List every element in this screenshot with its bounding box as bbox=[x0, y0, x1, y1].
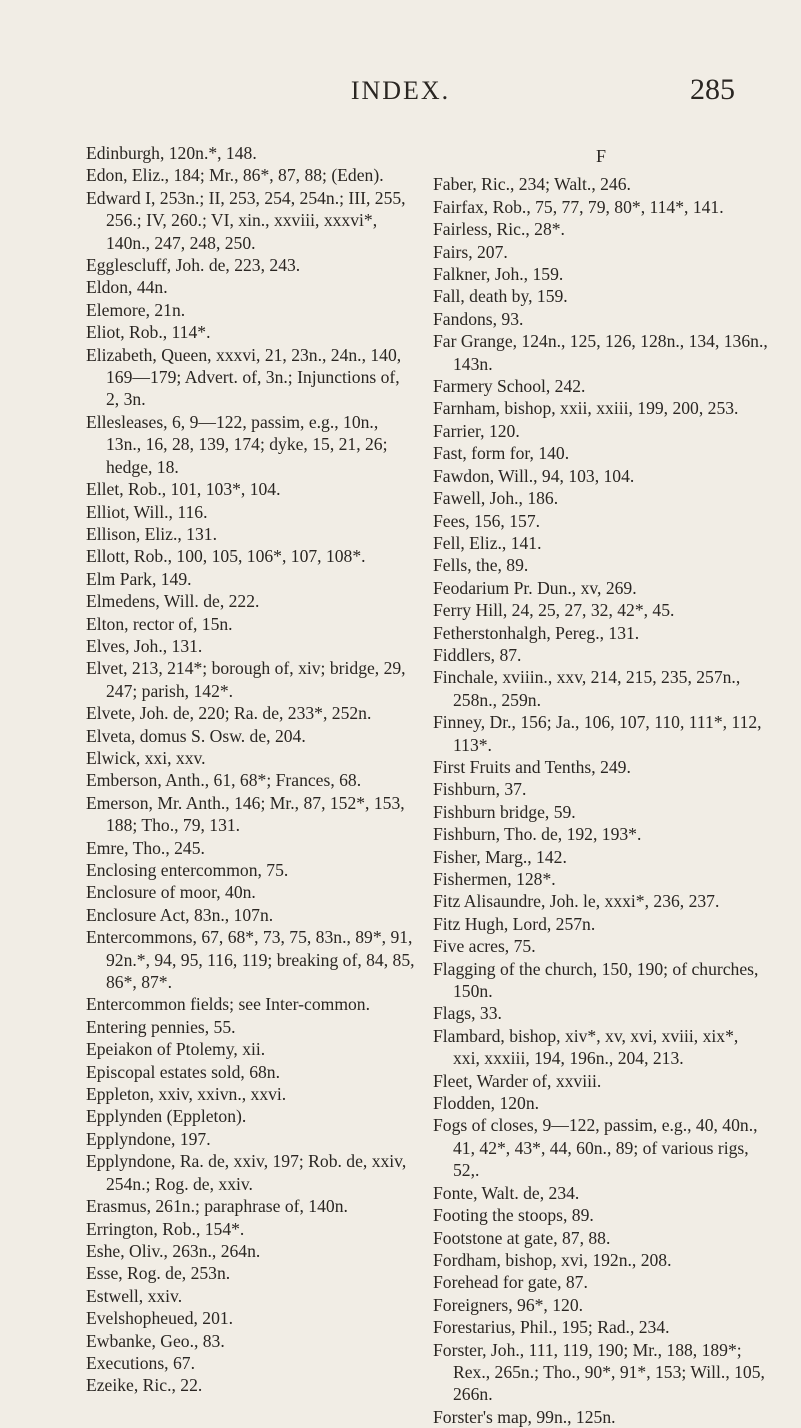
index-entry: Ezeike, Ric., 22. bbox=[86, 1375, 203, 1396]
index-entry: Fishburn bridge, 59. bbox=[433, 801, 576, 822]
index-entry: Feodarium Pr. Dun., xv, 269. bbox=[433, 577, 637, 598]
index-entry: Falkner, Joh., 159. bbox=[433, 264, 564, 285]
index-entry: Fawdon, Will., 94, 103, 104. bbox=[433, 465, 635, 486]
index-entry: Footing the stoops, 89. bbox=[433, 1205, 594, 1226]
index-entry: Five acres, 75. bbox=[433, 936, 536, 957]
index-entry: Fees, 156, 157. bbox=[433, 510, 541, 531]
index-entry: Fetherstonhalgh, Pereg., 131. bbox=[433, 622, 640, 643]
page-number: 285 bbox=[690, 73, 735, 106]
index-entry: Forster, Joh., 111, 119, 190; Mr., 188, 189*; Rex., 265n.; Tho., 90*, 91*, 153; Will., 105, 266n. bbox=[433, 1339, 765, 1405]
index-entry: Fandons, 93. bbox=[433, 308, 524, 329]
index-entry: Farmery School, 242. bbox=[433, 376, 586, 397]
index-entry: Fogs of closes, 9—122, passim, e.g., 40, 40n., 41, 42*, 43*, 44, 60n., 89; of various rigs, 52,. bbox=[433, 1115, 758, 1181]
index-entry: Executions, 67. bbox=[86, 1352, 195, 1373]
index-entry: Finchale, xviiin., xxv, 214, 215, 235, 257n., 258n., 259n. bbox=[433, 667, 741, 710]
index-entry: Enclosure Act, 83n., 107n. bbox=[86, 904, 274, 925]
index-entry: Fast, form for, 140. bbox=[433, 443, 570, 464]
index-entry: Fordham, bishop, xvi, 192n., 208. bbox=[433, 1249, 672, 1270]
index-entry: Fishburn, 37. bbox=[433, 779, 527, 800]
index-entry: Enclosing entercommon, 75. bbox=[86, 860, 289, 880]
index-entry: Fiddlers, 87. bbox=[433, 644, 522, 665]
index-entry: Estwell, xxiv. bbox=[86, 1285, 183, 1306]
index-entry: Erasmus, 261n.; paraphrase of, 140n. bbox=[86, 1196, 348, 1217]
index-entry: Footstone at gate, 87, 88. bbox=[433, 1227, 611, 1248]
index-entry: Emberson, Anth., 61, 68*; Frances, 68. bbox=[86, 770, 362, 791]
index-entry: Far Grange, 124n., 125, 126, 128n., 134, 136n., 143n. bbox=[433, 331, 768, 374]
page-title: INDEX. bbox=[350, 76, 451, 105]
index-entry: Edinburgh, 120n.*, 148. bbox=[86, 143, 257, 163]
index-entry: Errington, Rob., 154*. bbox=[86, 1218, 245, 1239]
index-entry: Fitz Alisaundre, Joh. le, xxxi*, 236, 237. bbox=[433, 891, 720, 912]
index-entry: Ellet, Rob., 101, 103*, 104. bbox=[86, 479, 281, 500]
index-entry: Fisher, Marg., 142. bbox=[433, 846, 567, 867]
index-column-left bbox=[86, 142, 416, 1397]
index-entry: Episcopal estates sold, 68n. bbox=[86, 1061, 280, 1082]
index-entry: Elvet, 213, 214*; borough of, xiv; bridge, 29, 247; parish, 142*. bbox=[86, 658, 406, 701]
index-entry: Farrier, 120. bbox=[433, 420, 520, 441]
index-entry: Fishermen, 128*. bbox=[433, 869, 556, 889]
index-entry: Elemore, 21n. bbox=[86, 299, 186, 320]
index-entry: Finney, Dr., 156; Ja., 106, 107, 110, 111*, 112, 113*. bbox=[433, 712, 762, 755]
index-column-right bbox=[433, 145, 769, 1428]
index-entry: Elizabeth, Queen, xxxvi, 21, 23n., 24n., 140, 169—179; Advert. of, 3n.; Injunctions of, 2, 3n. bbox=[86, 344, 402, 410]
index-entry: Eliot, Rob., 114*. bbox=[86, 322, 211, 343]
index-entry: Entercommon fields; see Inter-common. bbox=[86, 994, 370, 1015]
index-entry: Flambard, bishop, xiv*, xv, xvi, xviii, xix*, xxi, xxxiii, 194, 196n., 204, 213. bbox=[433, 1025, 739, 1069]
index-entry: Eppleton, xxiv, xxivn., xxvi. bbox=[86, 1084, 287, 1105]
index-entry: Epplyndone, 197. bbox=[86, 1128, 211, 1149]
index-entry: Elwick, xxi, xxv. bbox=[86, 747, 206, 768]
index-entry: Flagging of the church, 150, 190; of churches, 150n. bbox=[433, 958, 759, 1002]
index-entry: Fell, Eliz., 141. bbox=[433, 532, 542, 553]
index-entry: Elveta, domus S. Osw. de, 204. bbox=[86, 725, 306, 746]
index-entry: Egglescluff, Joh. de, 223, 243. bbox=[86, 255, 301, 276]
index-entry: Fawell, Joh., 186. bbox=[433, 488, 559, 509]
index-entry: Ewbanke, Geo., 83. bbox=[86, 1330, 225, 1351]
index-entry: Ellison, Eliz., 131. bbox=[86, 523, 217, 544]
index-entry: Emre, Tho., 245. bbox=[86, 837, 205, 858]
index-entry: Fairs, 207. bbox=[433, 241, 508, 262]
index-entry: Fairfax, Rob., 75, 77, 79, 80*, 114*, 141. bbox=[433, 196, 724, 217]
index-entry: Edon, Eliz., 184; Mr., 86*, 87, 88; (Eden). bbox=[86, 165, 384, 186]
index-entry: Elliot, Will., 116. bbox=[86, 501, 208, 522]
index-entry: Epplynden (Eppleton). bbox=[86, 1106, 247, 1127]
index-entry: Elmedens, Will. de, 222. bbox=[86, 591, 260, 612]
index-entry: Elm Park, 149. bbox=[86, 568, 192, 589]
index-entry: Esse, Rog. de, 253n. bbox=[86, 1263, 231, 1284]
index-entry: Emerson, Mr. Anth., 146; Mr., 87, 152*, 153, 188; Tho., 79, 131. bbox=[86, 792, 405, 836]
index-entry: Faber, Ric., 234; Walt., 246. bbox=[433, 174, 631, 195]
index-entry: Flodden, 120n. bbox=[433, 1093, 540, 1114]
index-entry: Ellesleases, 6, 9—122, passim, e.g., 10n., 13n., 16, 28, 139, 174; dyke, 15, 21, 26; hedge, 18. bbox=[86, 411, 388, 477]
index-entry: Elton, rector of, 15n. bbox=[86, 613, 233, 634]
index-entry: First Fruits and Tenths, 249. bbox=[433, 756, 631, 777]
index-entry: Epplyndone, Ra. de, xxiv, 197; Rob. de, xxiv, 254n.; Rog. de, xxiv. bbox=[86, 1151, 407, 1194]
index-entry: Ellott, Rob., 100, 105, 106*, 107, 108*. bbox=[86, 546, 366, 567]
index-entry: Fonte, Walt. de, 234. bbox=[433, 1182, 580, 1203]
section-letter: F bbox=[595, 146, 606, 166]
index-entry: Ferry Hill, 24, 25, 27, 32, 42*, 45. bbox=[433, 600, 675, 621]
index-entry: Fells, the, 89. bbox=[433, 555, 529, 576]
page-header bbox=[0, 0, 801, 120]
index-entry: Edward I, 253n.; II, 253, 254, 254n.; III, 255, 256.; IV, 260.; VI, xin., xxviii, xxxvi*, 140n., 247, 248, 250. bbox=[86, 187, 406, 253]
index-entry: Fishburn, Tho. de, 192, 193*. bbox=[433, 824, 642, 845]
index-entry: Elves, Joh., 131. bbox=[86, 635, 203, 656]
index-entry: Forehead for gate, 87. bbox=[433, 1272, 588, 1293]
index-entry: Eldon, 44n. bbox=[86, 277, 168, 298]
index-entry: Fairless, Ric., 28*. bbox=[433, 219, 565, 240]
index-entries bbox=[433, 173, 769, 1428]
index-entry: Fitz Hugh, Lord, 257n. bbox=[433, 913, 596, 934]
index-entry: Elvete, Joh. de, 220; Ra. de, 233*, 252n. bbox=[86, 703, 372, 724]
index-entry: Fall, death by, 159. bbox=[433, 286, 568, 307]
index-entry: Evelshopheued, 201. bbox=[86, 1308, 234, 1329]
index-entry: Entering pennies, 55. bbox=[86, 1016, 236, 1037]
index-entry: Foreigners, 96*, 120. bbox=[433, 1294, 584, 1315]
index-entry: Enclosure of moor, 40n. bbox=[86, 882, 256, 903]
index-entry: Entercommons, 67, 68*, 73, 75, 83n., 89*, 91, 92n.*, 94, 95, 116, 119; breaking of, 84, 85, 86*, 87*. bbox=[86, 927, 415, 993]
index-entry: Farnham, bishop, xxii, xxiii, 199, 200, 253. bbox=[433, 398, 739, 419]
index-entry: Forster's map, 99n., 125n. bbox=[433, 1406, 616, 1427]
index-entry: Forestarius, Phil., 195; Rad., 234. bbox=[433, 1317, 670, 1338]
index-entry: Fleet, Warder of, xxviii. bbox=[433, 1070, 602, 1091]
index-entry: Eshe, Oliv., 263n., 264n. bbox=[86, 1240, 261, 1261]
index-entry: Flags, 33. bbox=[433, 1003, 502, 1024]
index-entry: Epeiakon of Ptolemy, xii. bbox=[86, 1039, 266, 1060]
